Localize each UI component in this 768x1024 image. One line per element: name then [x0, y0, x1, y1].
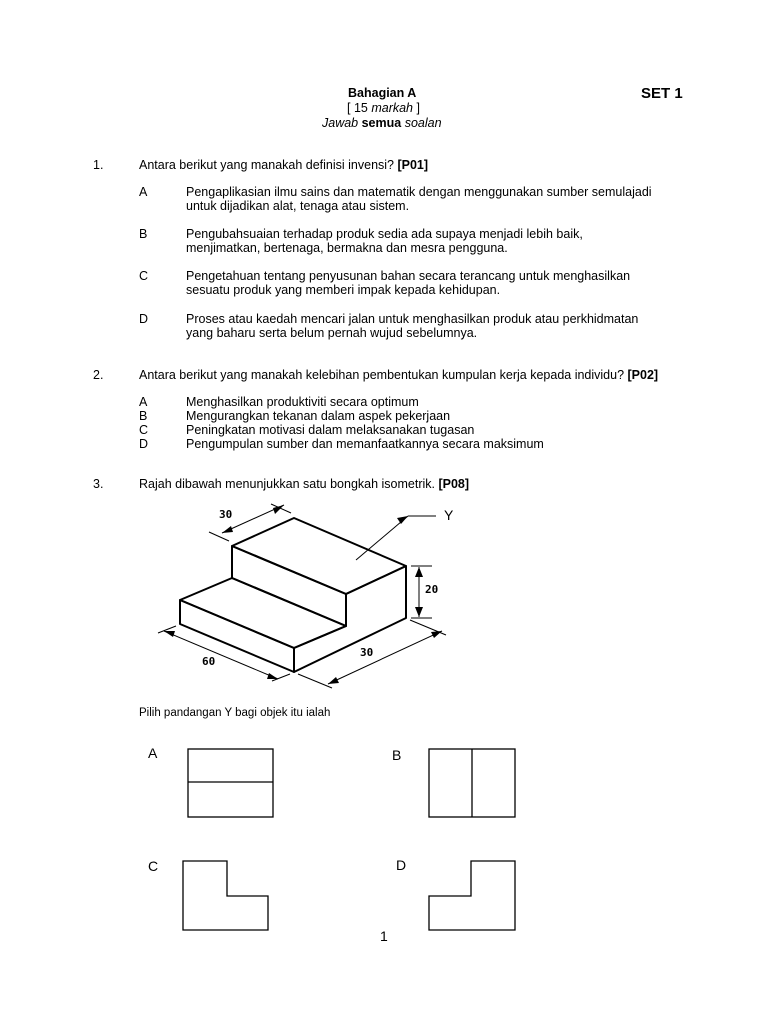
- option-letter: A: [139, 185, 148, 199]
- option-text: Pengaplikasian ilmu sains dan matematik dengan menggunakan sumber semulajadi untuk dijadikan alat, tenaga atau sistem.: [186, 185, 652, 213]
- dim-label-depth: 30: [360, 646, 374, 659]
- dim-label-height: 20: [425, 583, 439, 596]
- marks-line: [ 15 markah ]: [347, 101, 420, 115]
- option-letter: D: [139, 437, 149, 451]
- option-text: Pengetahuan tentang penyusunan bahan secara terancang untuk menghasilkan sesuatu produk yang memberi impak kepada kehidupan.: [186, 269, 631, 297]
- question-text: Antara berikut yang manakah definisi invensi? [P01]: [139, 158, 429, 172]
- answer-view-b: [429, 749, 515, 817]
- set-label: SET 1: [641, 85, 683, 102]
- question-number: 2.: [93, 368, 104, 382]
- option-letter: C: [139, 423, 149, 437]
- option-text: Peningkatan motivasi dalam melaksanakan tugasan: [186, 423, 475, 437]
- view-label-y: Y: [444, 507, 454, 523]
- option-letter: C: [139, 269, 149, 283]
- option-text: Proses atau kaedah mencari jalan untuk menghasilkan produk atau perkhidmatan yang baharu serta belum pernah wujud sebelumnya.: [186, 312, 639, 340]
- page-number: 1: [380, 928, 388, 944]
- answer-view-c: [183, 861, 268, 930]
- option-letter: A: [139, 395, 148, 409]
- dim-label-length: 60: [202, 655, 216, 668]
- answer-letter-a[interactable]: A: [148, 745, 158, 761]
- question-text: Rajah dibawah menunjukkan satu bongkah isometrik. [P08]: [139, 477, 470, 491]
- answer-view-a: [188, 749, 273, 817]
- dim-label-top-width: 30: [219, 508, 233, 521]
- question-prompt: Pilih pandangan Y bagi objek itu ialah: [139, 707, 331, 719]
- option-text: Menghasilkan produktiviti secara optimum: [186, 395, 419, 409]
- answer-letter-d[interactable]: D: [396, 857, 407, 873]
- answer-letter-b[interactable]: B: [392, 747, 402, 763]
- answer-view-d: [429, 861, 515, 930]
- option-letter: B: [139, 227, 148, 241]
- question-number: 1.: [93, 158, 104, 172]
- section-title: Bahagian A: [348, 86, 417, 100]
- answer-letter-c[interactable]: C: [148, 858, 159, 874]
- option-text: Pengubahsuaian terhadap produk sedia ada supaya menjadi lebih baik, menjimatkan, bertenaga, bermakna dan mesra pengguna.: [186, 227, 583, 255]
- option-letter: B: [139, 409, 148, 423]
- question-text: Antara berikut yang manakah kelebihan pembentukan kumpulan kerja kepada individu? [P02]: [139, 368, 659, 382]
- option-letter: D: [139, 312, 149, 326]
- option-text: Mengurangkan tekanan dalam aspek pekerjaan: [186, 409, 451, 423]
- instruction-line: Jawab semua soalan: [322, 116, 442, 130]
- question-number: 3.: [93, 477, 104, 491]
- option-text: Pengumpulan sumber dan memanfaatkannya secara maksimum: [186, 437, 544, 451]
